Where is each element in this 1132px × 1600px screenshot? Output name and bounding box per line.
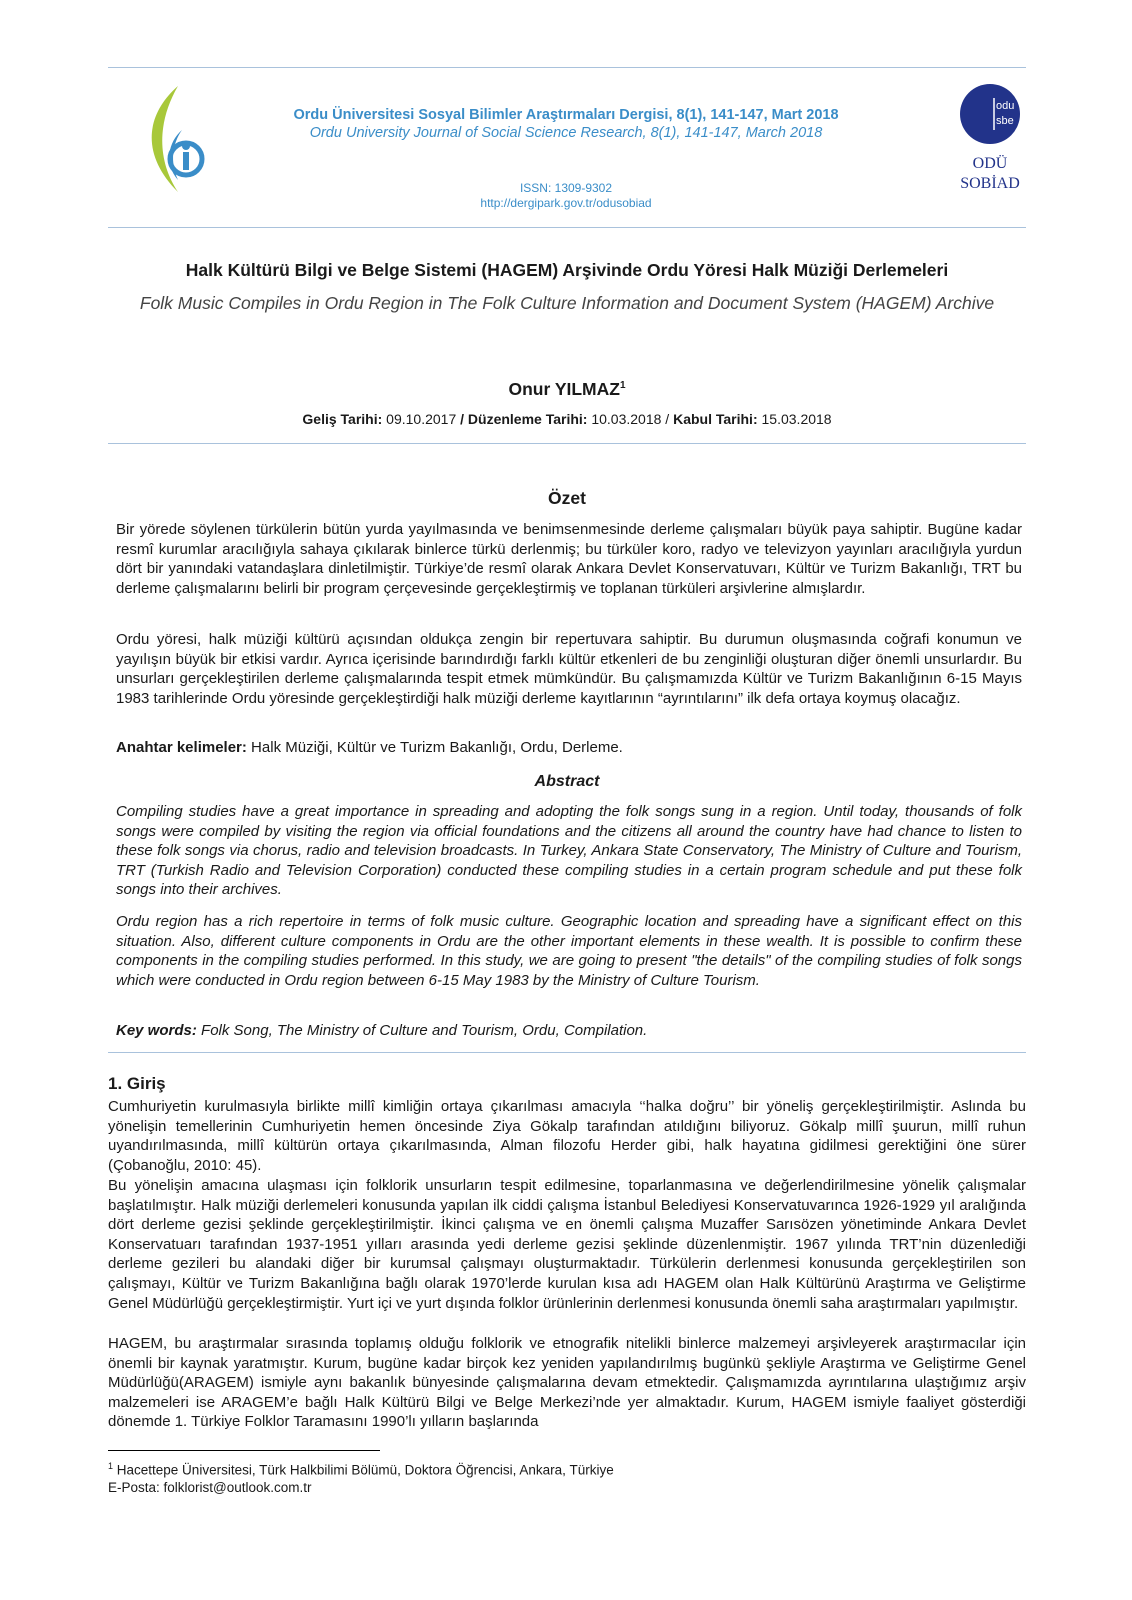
odu-sobiad-logo [950,84,1030,196]
received-label: Geliş Tarihi: [302,411,383,427]
abstract-paragraph-2: Ordu region has a rich repertoire in terms of folk music culture. Geographic location and spreading have a significant effect on this situation. Also, different culture components in Ordu are the other important elements in these wealth. It is possible to confirm these components in the compiling studies performed. In this study, we are going to present "the details" of the compiling studies of folk songs which were conducted in Ordu region between 6-15 May 1983 by the Ministry of Culture Tourism. [116,913,1022,989]
ozet-keywords-label: Anahtar kelimeler: [116,739,247,756]
logo-line1: ODÜ [972,155,1008,172]
ozet-paragraph-2: Ordu yöresi, halk müziği kültürü açısından oldukça zengin bir repertuvara sahiptir. Bu durumun oluşmasında coğrafi konumun ve yayılışın büyük bir etkisi vardır. Ayrıca içerisinde barındırdığı farklı kültür etkenleri de bu zenginliği oluşturan diğer önemli unsurlardır. Bu unsurları gerçekleştirilen derleme çalışmalarında tespit etmek mümkündür. Bu çalışmamızda Kültür ve Turizm Bakanlığının 6-15 Mayıs 1983 tarihlerinde Ordu yöresinde gerçekleştirdiği halk müziği derleme kayıtlarının “ayrıntılarını” ilk defa ortaya koymuş olacağız. [116,631,1022,707]
article-title-en: Folk Music Compiles in Ordu Region in The Folk Culture Information and Document System (HAGEM) Archive [139,293,995,313]
footnote-affiliation [108,1461,614,1478]
giris-paragraph-1: Cumhuriyetin kurulmasıyla birlikte millî kimliğin ortaya çıkarılması amacıyla ‘‘halka doğru’’ bir yöneliş gerçekleştirilmiştir. Aslında bu yönelişin temellerinin Cumhuriyetin hemen öncesinde Ziya Gökalp tarafından atıldığını biliyoruz. Gökalp millî şuurun, millî ruhun uyandırılmasında, millî kültürün ortaya çıkarılmasında, Alman filozofu Herder gibi, halk hayatına gidilmesi gerektiğini öne sürer (Çobanoğlu, 2010: 45). [108,1098,1026,1174]
ozet-keywords-text: Halk Müziği, Kültür ve Turizm Bakanlığı, Ordu, Derleme. [246,739,623,756]
header-top-rule [108,67,1026,68]
abstract-paragraph-1: Compiling studies have a great importance in spreading and adopting the folk songs sung in a region. Until today, thousands of folk songs were compiled by visiting the region via official foundations and the citizens all around the country have had chance to listen to these folk songs via chorus, radio and television broadcasts. In Turkey, Ankara State Conservatory, The Ministry of Culture and Tourism, TRT (Turkish Radio and Television Corporation) conducted these compiling studies in a certain program schedule and put these folk songs into their archives. [116,803,1022,898]
received-date: 09.10.2017 [382,411,461,427]
revised-label: / Düzenleme Tarihi: [460,411,588,427]
revised-date: 10.03.2018 / [587,411,674,427]
journal-url[interactable]: http://dergipark.gov.tr/odusobiad [480,196,652,210]
abstract-heading: Abstract [534,773,600,790]
abstract-keywords [116,1021,1022,1041]
abstract-keywords-label: Key words: [116,1022,197,1039]
footnote-affiliation-text: Hacettepe Üniversitesi, Türk Halkbilimi Bölümü, Doktora Öğrencisi, Ankara, Türkiye [113,1462,614,1478]
logo-circle-bottom: sbe [996,115,1014,127]
article-dates [108,411,1026,427]
ozet-heading: Özet [548,488,586,508]
abstract-bottom-rule [108,1052,1026,1053]
journal-title-en: Ordu University Journal of Social Science Research, 8(1), 141-147, March 2018 [309,125,823,141]
ozet-keywords [116,738,1022,758]
section-heading-giris: 1. Giriş [108,1074,166,1093]
odu-sobiad-emblem-icon [950,84,1030,196]
giris-paragraph-2: Bu yönelişin amacına ulaşması için folklorik unsurların tespit edilmesine, toparlanmasına ve değerlendirilmesine yönelik çalışmalar başlatılmıştır. Halk müziği derlemeleri konusunda yapılan ilk ciddi çalışma İstanbul Belediyesi Konservatuvarınca 1926-1929 yıl aralığında dört derleme gezisi şeklinde gerçekleştirilmiştir. İkinci çalışma ve en önemli çalışma Muzaffer Sarısözen yönetiminde Ankara Devlet Konservatuarı tarafından 1937-1951 yılları arasında yedi derleme gezisi şeklinde düzenlenmiştir. 1967 yılında TRT’nin düzenlediği derleme gezileri bu alandaki diğer bir kurumsal çalışmayı oluşturmaktadır. Türkülerin derlenmesi konusunda gerçekleştirilen son çalışmayı, Kültür ve Turizm Bakanlığına bağlı olarak 1970’lerde kurulan kısa adı HAGEM olan Halk Kültürünü Araştırma ve Geliştirme Genel Müdürlüğü gerçekleştirmiştir. Yurt içi ve yurt dışında folklor ürünlerinin derlenmesi konusunda önemli saha araştırmaları yapılmıştır. [108,1177,1026,1312]
issn: ISSN: 1309-9302 [519,181,613,195]
footnote-mark: 1 [108,1461,114,1471]
accepted-date: 15.03.2018 [757,411,832,427]
title-bottom-rule [108,443,1026,444]
author-text: Onur YILMAZ [508,379,620,399]
accepted-label: Kabul Tarihi: [673,411,758,427]
author-footnote-mark: 1 [619,380,626,392]
footnote-rule [108,1450,380,1451]
footnote-email[interactable]: E-Posta: folklorist@outlook.com.tr [108,1480,312,1495]
university-logo-left [138,84,208,194]
journal-title-tr: Ordu Üniversitesi Sosyal Bilimler Araştırmaları Dergisi, 8(1), 141-147, Mart 2018 [293,107,839,123]
logo-circle-top: odu [996,100,1015,112]
abstract-keywords-text: Folk Song, The Ministry of Culture and Tourism, Ordu, Compilation. [196,1022,648,1039]
ozet-paragraph-1: Bir yörede söylenen türkülerin bütün yurda yayılmasında ve benimsenmesinde derleme çalışmaları büyük paya sahiptir. Bugüne kadar resmî kurumlar aracılığıyla sahaya çıkılarak binlerce türkü derlenmiş; bu türküler koro, radyo ve televizyon yayınları aracılığıyla yurdun dört bir yanındaki vatandaşlara dinletilmiştir. Türkiye’de resmî olarak Ankara Devlet Konservatuvarı, Kültür ve Turizm Bakanlığı, TRT bu derleme çalışmalarını belirli bir program çerçevesinde gerçekleştirmiş ve toplanan türküleri arşivlerine almışlardır. [116,521,1022,597]
author-name [108,379,1026,400]
logo-line2: SOBİAD [960,175,1020,192]
header-bottom-rule [108,227,1026,228]
giris-paragraph-3: HAGEM, bu araştırmalar sırasında toplamış olduğu folklorik ve etnografik nitelikli binlerce malzemeyi arşivleyerek araştırmacılar için önemli bir kaynak yaratmıştır. Kurum, bugüne kadar birçok kez yeniden yapılandırılmış bugünkü şekliyle Araştırma ve Geliştirme Genel Müdürlüğü(ARAGEM) ismiyle aynı bakanlık bünyesinde çalışmalarına devam etmektedir. Çalışmamızda ayrıntılarına ulaştığımız arşiv malzemeleri ise ARAGEM’e bağlı Halk Kültürü Bilgi ve Belge Merkezi’nde yer almaktadır. Kurum, HAGEM ismiyle faaliyet gösterdiği dönemde 1. Türkiye Folklor Taramasını 1990’lı yılların başlarında [108,1335,1026,1431]
article-title-tr: Halk Kültürü Bilgi ve Belge Sistemi (HAGEM) Arşivinde Ordu Yöresi Halk Müziği Derlemeleri [185,260,949,280]
